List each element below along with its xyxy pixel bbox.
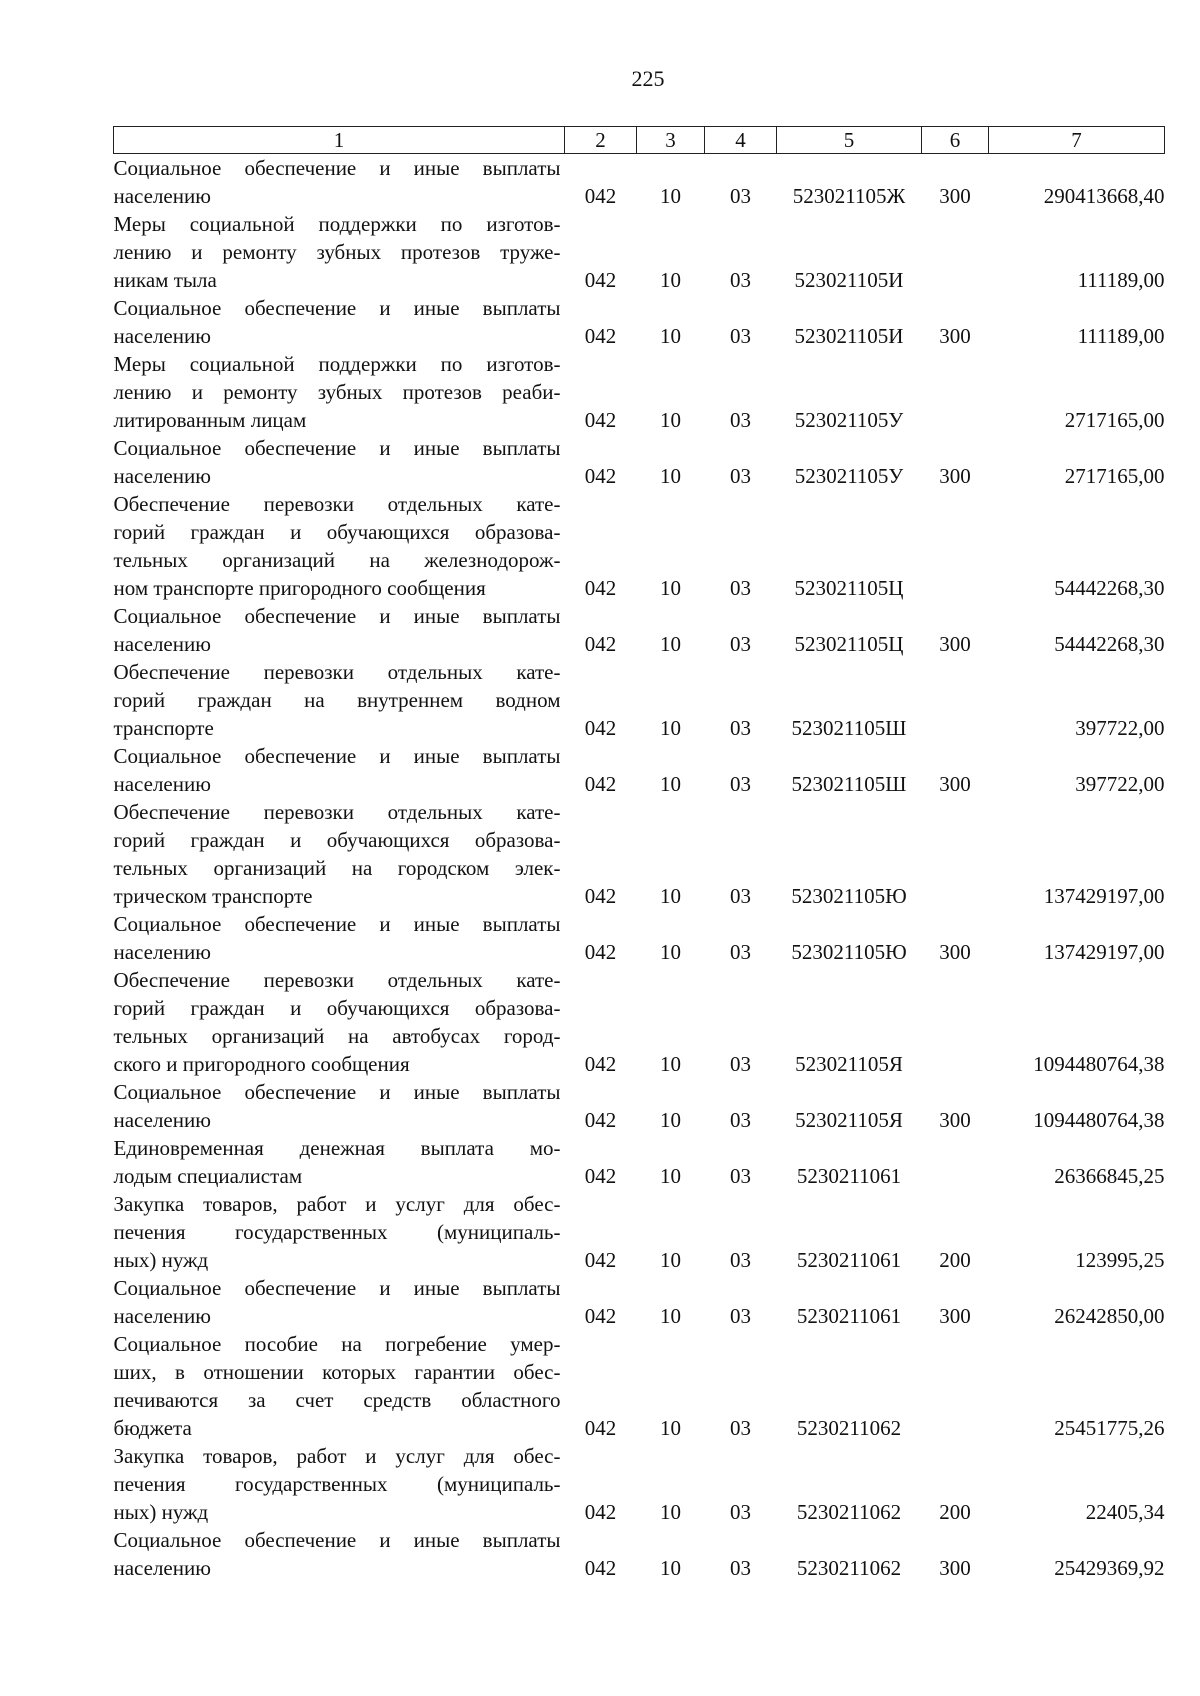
description-line: литированным лицам xyxy=(113,408,307,432)
column-header-3: 3 xyxy=(637,127,705,154)
subsection-code: 03 xyxy=(730,1556,751,1580)
expense-type-code: 300 xyxy=(939,184,971,208)
description-line: лению и ремонту зубных протезов труже- xyxy=(113,240,561,264)
description-line: лодым специалистам xyxy=(113,1164,303,1188)
table-row xyxy=(114,294,1165,350)
target-article-code: 5230211062 xyxy=(796,1416,902,1440)
expense-type-code xyxy=(922,490,989,602)
target-article-code: 5230211062 xyxy=(796,1500,902,1524)
row-description xyxy=(114,434,565,490)
amount-value: 25451775,26 xyxy=(1054,1416,1165,1440)
section-code: 10 xyxy=(660,268,681,292)
subsection-code: 03 xyxy=(730,632,751,656)
description-line: населению xyxy=(113,184,211,208)
subsection-code: 03 xyxy=(730,408,751,432)
table-row xyxy=(114,434,1165,490)
description-line: населению xyxy=(113,1304,211,1328)
subsection-code: 03 xyxy=(730,1248,751,1272)
description-line: Закупка товаров, работ и услуг для обес- xyxy=(113,1444,561,1468)
description-line: Обеспечение перевозки отдельных кате- xyxy=(113,968,561,992)
column-header-6: 6 xyxy=(922,127,989,154)
description-line: Меры социальной поддержки по изготов- xyxy=(113,212,561,236)
expense-type-code: 300 xyxy=(939,1108,971,1132)
amount-value: 26242850,00 xyxy=(1054,1304,1165,1328)
target-article-code: 5230211062 xyxy=(796,1556,902,1580)
subsection-code: 03 xyxy=(730,268,751,292)
description-line: Социальное обеспечение и иные выплаты xyxy=(113,1528,561,1552)
description-line: печения государственных (муниципаль- xyxy=(113,1220,561,1244)
description-line: населению xyxy=(113,1108,211,1132)
description-line: Социальное обеспечение и иные выплаты xyxy=(113,744,561,768)
description-line: Меры социальной поддержки по изготов- xyxy=(113,352,561,376)
description-line: Социальное обеспечение и иные выплаты xyxy=(113,604,561,628)
description-line: Социальное обеспечение и иные выплаты xyxy=(113,436,561,460)
target-article-code: 523021105Ш xyxy=(791,716,907,740)
amount-value: 290413668,40 xyxy=(1043,184,1165,208)
row-description xyxy=(114,154,565,211)
table-row xyxy=(114,1274,1165,1330)
row-description xyxy=(114,490,565,602)
section-code: 10 xyxy=(660,184,681,208)
description-line: горий граждан и обучающихся образова- xyxy=(113,520,561,544)
row-description xyxy=(114,1078,565,1134)
subsection-code: 03 xyxy=(730,716,751,740)
amount-value: 123995,25 xyxy=(1075,1248,1165,1272)
table-header-row xyxy=(114,127,1165,154)
description-line: населению xyxy=(113,464,211,488)
amount-value: 2717165,00 xyxy=(1064,408,1165,432)
description-line: тельных организаций на городском элек- xyxy=(113,856,561,880)
expense-type-code: 300 xyxy=(939,1304,971,1328)
description-line: населению xyxy=(113,324,211,348)
ministry-code: 042 xyxy=(584,940,617,964)
description-line: ского и пригородного сообщения xyxy=(113,1052,410,1076)
amount-value: 2717165,00 xyxy=(1064,464,1165,488)
description-line: Социальное обеспечение и иные выплаты xyxy=(113,912,561,936)
section-code: 10 xyxy=(660,940,681,964)
table-row xyxy=(114,154,1165,211)
expense-type-code xyxy=(922,1330,989,1442)
column-header-2: 2 xyxy=(565,127,637,154)
amount-value: 25429369,92 xyxy=(1054,1556,1165,1580)
description-line: Социальное пособие на погребение умер- xyxy=(113,1332,561,1356)
description-line: Обеспечение перевозки отдельных кате- xyxy=(113,800,561,824)
page-number: 225 xyxy=(631,66,665,91)
table-row xyxy=(114,490,1165,602)
target-article-code: 523021105Я xyxy=(795,1108,903,1132)
section-code: 10 xyxy=(660,408,681,432)
section-code: 10 xyxy=(660,1248,681,1272)
row-description xyxy=(114,1134,565,1190)
ministry-code: 042 xyxy=(584,324,617,348)
row-description xyxy=(114,294,565,350)
target-article-code: 523021105Ш xyxy=(791,772,907,796)
ministry-code: 042 xyxy=(584,716,617,740)
subsection-code: 03 xyxy=(730,940,751,964)
description-line: населению xyxy=(113,632,211,656)
table-row xyxy=(114,602,1165,658)
table-row xyxy=(114,742,1165,798)
ministry-code: 042 xyxy=(584,576,617,600)
row-description xyxy=(114,602,565,658)
description-line: горий граждан на внутреннем водном xyxy=(113,688,561,712)
subsection-code: 03 xyxy=(730,324,751,348)
description-line: тельных организаций на железнодорож- xyxy=(113,548,561,572)
expense-type-code xyxy=(922,658,989,742)
ministry-code: 042 xyxy=(584,1416,617,1440)
ministry-code: 042 xyxy=(584,1248,617,1272)
expense-type-code: 300 xyxy=(939,772,971,796)
section-code: 10 xyxy=(660,464,681,488)
amount-value: 397722,00 xyxy=(1075,716,1165,740)
description-line: лению и ремонту зубных протезов реаби- xyxy=(113,380,561,404)
amount-value: 137429197,00 xyxy=(1043,940,1165,964)
description-line: Социальное обеспечение и иные выплаты xyxy=(113,156,561,180)
ministry-code: 042 xyxy=(584,632,617,656)
expense-type-code xyxy=(922,966,989,1078)
target-article-code: 523021105Я xyxy=(795,1052,903,1076)
amount-value: 111189,00 xyxy=(1077,324,1165,348)
ministry-code: 042 xyxy=(584,184,617,208)
description-line: населению xyxy=(113,1556,211,1580)
column-header-4: 4 xyxy=(705,127,777,154)
description-line: Социальное обеспечение и иные выплаты xyxy=(113,296,561,320)
expense-type-code xyxy=(922,350,989,434)
description-line: Обеспечение перевозки отдельных кате- xyxy=(113,660,561,684)
section-code: 10 xyxy=(660,576,681,600)
target-article-code: 5230211061 xyxy=(796,1248,902,1272)
table-row xyxy=(114,798,1165,910)
expense-type-code: 300 xyxy=(939,324,971,348)
row-description xyxy=(114,910,565,966)
row-description xyxy=(114,210,565,294)
subsection-code: 03 xyxy=(730,1416,751,1440)
expense-type-code: 300 xyxy=(939,632,971,656)
description-line: Обеспечение перевозки отдельных кате- xyxy=(113,492,561,516)
column-header-7: 7 xyxy=(989,127,1165,154)
budget-table xyxy=(113,126,1165,1582)
section-code: 10 xyxy=(660,1164,681,1188)
ministry-code: 042 xyxy=(584,1304,617,1328)
table-row xyxy=(114,350,1165,434)
description-line: населению xyxy=(113,940,211,964)
row-description xyxy=(114,658,565,742)
row-description xyxy=(114,742,565,798)
amount-value: 137429197,00 xyxy=(1043,884,1165,908)
subsection-code: 03 xyxy=(730,464,751,488)
row-description xyxy=(114,1442,565,1526)
section-code: 10 xyxy=(660,1108,681,1132)
row-description xyxy=(114,350,565,434)
table-row xyxy=(114,1134,1165,1190)
target-article-code: 523021105У xyxy=(794,464,904,488)
ministry-code: 042 xyxy=(584,408,617,432)
ministry-code: 042 xyxy=(584,884,617,908)
amount-value: 397722,00 xyxy=(1075,772,1165,796)
row-description xyxy=(114,966,565,1078)
table-row xyxy=(114,966,1165,1078)
description-line: транспорте xyxy=(113,716,214,740)
ministry-code: 042 xyxy=(584,464,617,488)
description-line: ших, в отношении которых гарантии обес- xyxy=(113,1360,561,1384)
section-code: 10 xyxy=(660,1304,681,1328)
description-line: ных) нужд xyxy=(113,1248,209,1272)
target-article-code: 5230211061 xyxy=(796,1164,902,1188)
table-row xyxy=(114,210,1165,294)
section-code: 10 xyxy=(660,1416,681,1440)
target-article-code: 523021105И xyxy=(794,268,904,292)
expense-type-code xyxy=(922,210,989,294)
description-line: населению xyxy=(113,772,211,796)
description-line: Социальное обеспечение и иные выплаты xyxy=(113,1080,561,1104)
description-line: ных) нужд xyxy=(113,1500,209,1524)
amount-value: 1094480764,38 xyxy=(1033,1052,1165,1076)
target-article-code: 523021105Ц xyxy=(794,632,904,656)
target-article-code: 523021105Ц xyxy=(794,576,904,600)
row-description xyxy=(114,1330,565,1442)
description-line: горий граждан и обучающихся образова- xyxy=(113,828,561,852)
description-line: Социальное обеспечение и иные выплаты xyxy=(113,1276,561,1300)
expense-type-code: 300 xyxy=(939,1556,971,1580)
row-description xyxy=(114,1526,565,1582)
target-article-code: 5230211061 xyxy=(796,1304,902,1328)
subsection-code: 03 xyxy=(730,1052,751,1076)
subsection-code: 03 xyxy=(730,1304,751,1328)
section-code: 10 xyxy=(660,324,681,348)
description-line: трическом транспорте xyxy=(113,884,313,908)
description-line: печения государственных (муниципаль- xyxy=(113,1472,561,1496)
table-row xyxy=(114,1526,1165,1582)
target-article-code: 523021105Ю xyxy=(791,940,907,964)
expense-type-code xyxy=(922,1134,989,1190)
amount-value: 22405,34 xyxy=(1085,1500,1165,1524)
expense-type-code: 300 xyxy=(939,940,971,964)
ministry-code: 042 xyxy=(584,268,617,292)
ministry-code: 042 xyxy=(584,1500,617,1524)
ministry-code: 042 xyxy=(584,1164,617,1188)
ministry-code: 042 xyxy=(584,1108,617,1132)
target-article-code: 523021105Ю xyxy=(791,884,907,908)
description-line: бюджета xyxy=(113,1416,192,1440)
row-description xyxy=(114,1274,565,1330)
ministry-code: 042 xyxy=(584,772,617,796)
description-line: Закупка товаров, работ и услуг для обес- xyxy=(113,1192,561,1216)
subsection-code: 03 xyxy=(730,1108,751,1132)
column-header-1: 1 xyxy=(114,127,565,154)
table-row xyxy=(114,910,1165,966)
table-row xyxy=(114,1330,1165,1442)
section-code: 10 xyxy=(660,1052,681,1076)
subsection-code: 03 xyxy=(730,1164,751,1188)
column-header-5: 5 xyxy=(777,127,922,154)
subsection-code: 03 xyxy=(730,184,751,208)
subsection-code: 03 xyxy=(730,1500,751,1524)
subsection-code: 03 xyxy=(730,772,751,796)
section-code: 10 xyxy=(660,1556,681,1580)
table-row xyxy=(114,1442,1165,1526)
table-row xyxy=(114,1078,1165,1134)
section-code: 10 xyxy=(660,884,681,908)
amount-value: 26366845,25 xyxy=(1054,1164,1165,1188)
expense-type-code: 200 xyxy=(939,1248,971,1272)
target-article-code: 523021105Ж xyxy=(792,184,906,208)
subsection-code: 03 xyxy=(730,576,751,600)
expense-type-code: 300 xyxy=(939,464,971,488)
target-article-code: 523021105И xyxy=(794,324,904,348)
section-code: 10 xyxy=(660,716,681,740)
table-row xyxy=(114,658,1165,742)
table-body xyxy=(114,154,1165,1583)
description-line: никам тыла xyxy=(113,268,217,292)
row-description xyxy=(114,1190,565,1274)
expense-type-code xyxy=(922,798,989,910)
description-line: Единовременная денежная выплата мо- xyxy=(113,1136,561,1160)
section-code: 10 xyxy=(660,1500,681,1524)
description-line: ном транспорте пригородного сообщения xyxy=(113,576,486,600)
ministry-code: 042 xyxy=(584,1052,617,1076)
amount-value: 54442268,30 xyxy=(1054,576,1165,600)
section-code: 10 xyxy=(660,772,681,796)
description-line: горий граждан и обучающихся образова- xyxy=(113,996,561,1020)
section-code: 10 xyxy=(660,632,681,656)
description-line: тельных организаций на автобусах город- xyxy=(113,1024,561,1048)
amount-value: 1094480764,38 xyxy=(1033,1108,1165,1132)
amount-value: 54442268,30 xyxy=(1054,632,1165,656)
amount-value: 111189,00 xyxy=(1077,268,1165,292)
description-line: печиваются за счет средств областного xyxy=(113,1388,561,1412)
target-article-code: 523021105У xyxy=(794,408,904,432)
table-row xyxy=(114,1190,1165,1274)
ministry-code: 042 xyxy=(584,1556,617,1580)
subsection-code: 03 xyxy=(730,884,751,908)
row-description xyxy=(114,798,565,910)
expense-type-code: 200 xyxy=(939,1500,971,1524)
